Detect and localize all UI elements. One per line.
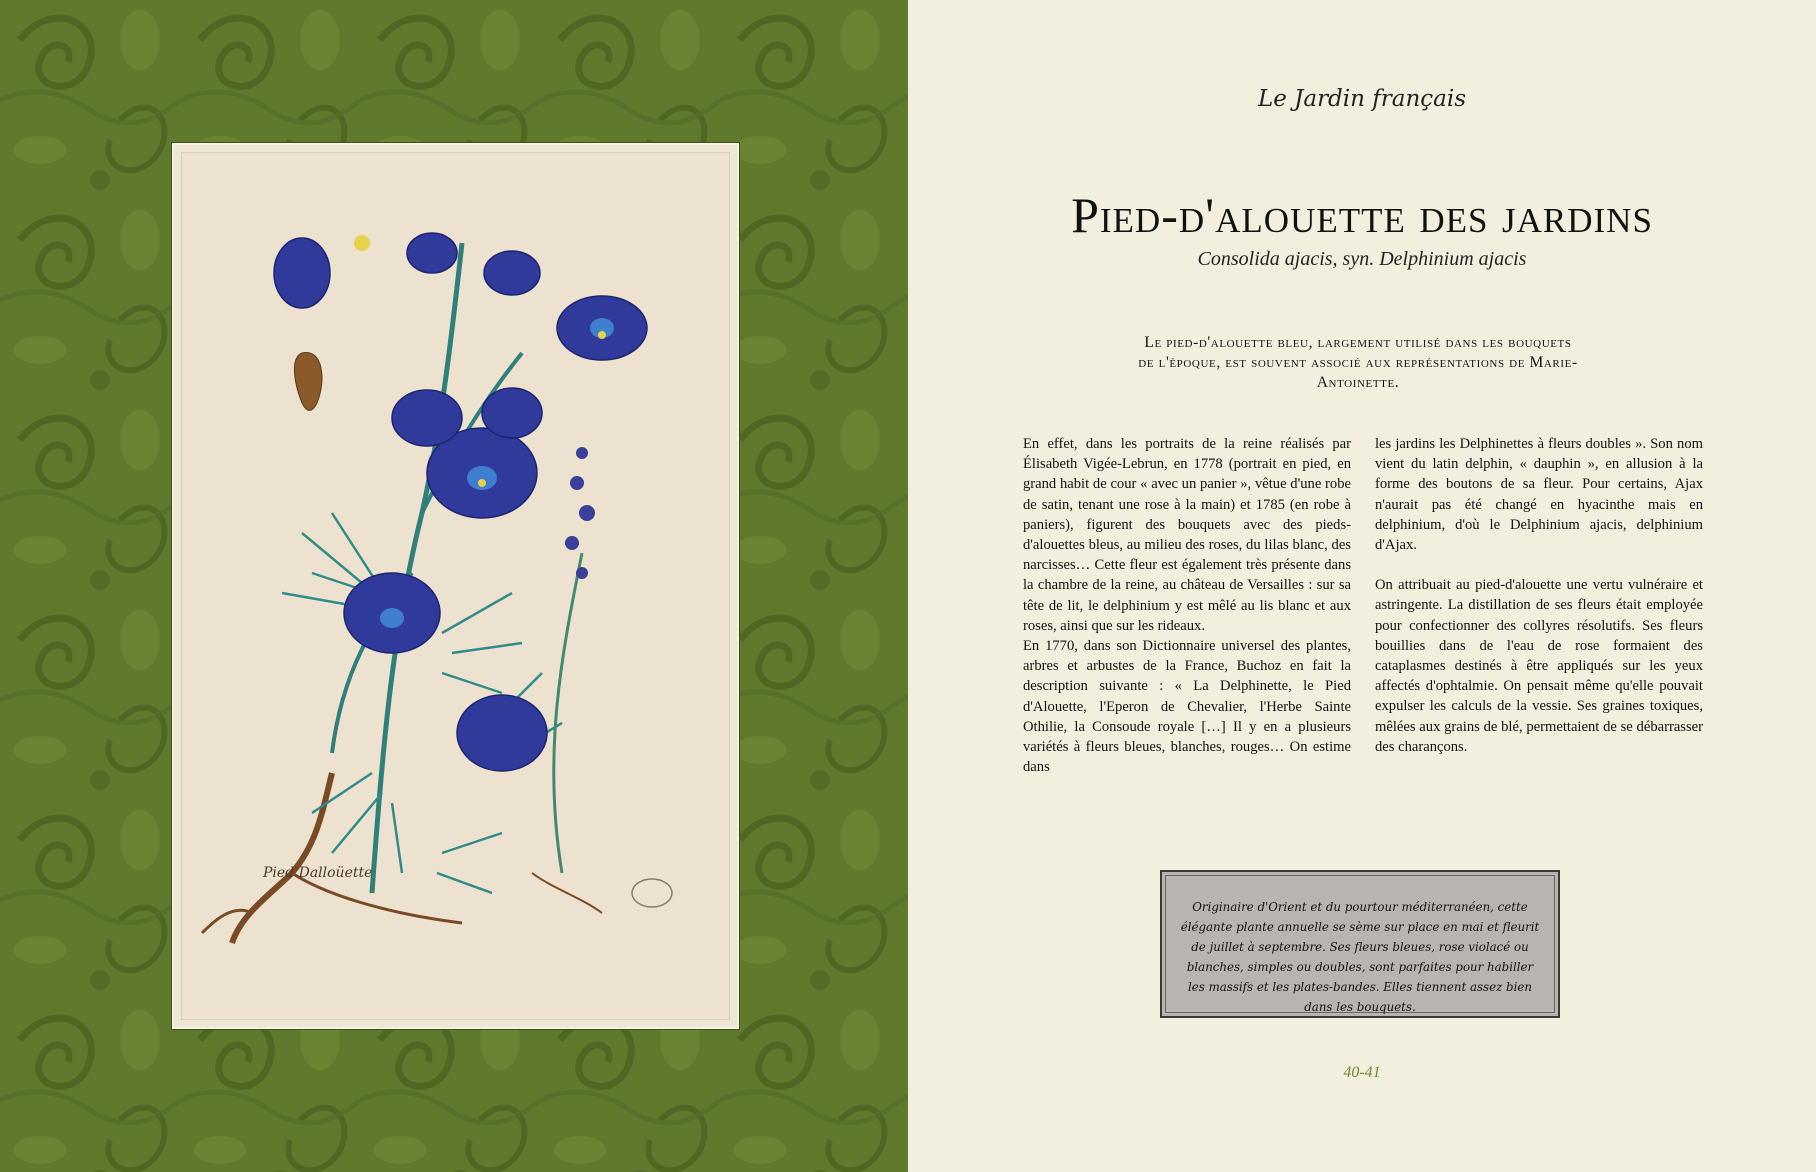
plate-paper <box>181 152 730 1020</box>
paragraph: En effet, dans les portraits de la reine réalisés par Élisabeth Vigée-Lebrun, en 1778 (portrait en pied, en grand habit de cour « avec un panier », vêtue d'une robe de satin, tenant une rose à la main) et 1785 (en robe à paniers), figurent des bouquets avec des pieds-d'alouettes bleus, au milieu des roses, du lilas blanc, des narcisses… Cette fleur est également très présente dans la chambre de la reine, au château de Versailles : sur sa tête de lit, le delphinium y est mêlé au lis blanc et aux roses, ainsi que sur les rideaux. <box>1023 436 1351 634</box>
botanical-name: Consolida ajacis, syn. Delphinium ajacis <box>1197 248 1527 270</box>
page-title: Pied-d'alouette des jardins <box>1071 187 1653 243</box>
intro-paragraph: Le pied-d'alouette bleu, largement utilisé dans les bouquets de l'époque, est souvent associé aux représentations de Marie-Antoinette. <box>1138 334 1578 391</box>
page-number: 40-41 <box>1343 1064 1381 1081</box>
section-title: Le Jardin français <box>1257 86 1467 112</box>
plate-caption: Pied Dalloüette <box>263 865 373 881</box>
paragraph: On attribuait au pied-d'alouette une vertu vulnéraire et astringente. La distillation de ses fleurs était employée pour confectionner des collyres résolutifs. Ses fleurs bouillies dans de l'eau de rose formaient des cataplasmes destinés à être appliqués sur les yeux affectés d'ophtalmie. On pensait même qu'elle pouvait expulser les calculs de la vessie. Ses graines toxiques, mêlées aux grains de blé, permettaient de se débarrasser des charançons. <box>1375 577 1703 755</box>
botanical-plate <box>172 143 739 1029</box>
text-column-left <box>1023 434 1351 777</box>
info-box-text: Originaire d'Orient et du pourtour méditerranéen, cette élégante plante annuelle se sème sur place en mai et fleurit de juillet à septembre. Ses fleurs bleues, rose violacé ou blanches, simples ou doubles, sont parfaites pour habiller les massifs et les plates-bandes. Elles tiennent assez bien dans les bouquets. <box>1180 900 1540 1014</box>
paragraph: En 1770, dans son Dictionnaire universel des plantes, arbres et arbustes de la France, Buchoz en fait la description suivante : « La Delphinette, le Pied d'Alouette, l'Eperon de Chevalier, l'Herbe Sainte Othilie, la Consoude royale […] Il y en a plusieurs variétés à fleurs bleues, blanches, rouges… On estime dans <box>1023 638 1351 776</box>
paragraph: les jardins les Delphinettes à fleurs doubles ». Son nom vient du latin delphin, « dauphin », en allusion à la forme des boutons de sa fleur. Pour certains, Ajax n'aurait pas été changé en hyacinthe mais en delphinium, d'où le Delphinium ajacis, delphinium d'Ajax. <box>1375 436 1703 554</box>
text-column-right <box>1375 434 1703 757</box>
right-page <box>908 0 1816 1172</box>
info-box <box>1160 870 1560 1018</box>
delphinium-illustration <box>182 153 729 1019</box>
